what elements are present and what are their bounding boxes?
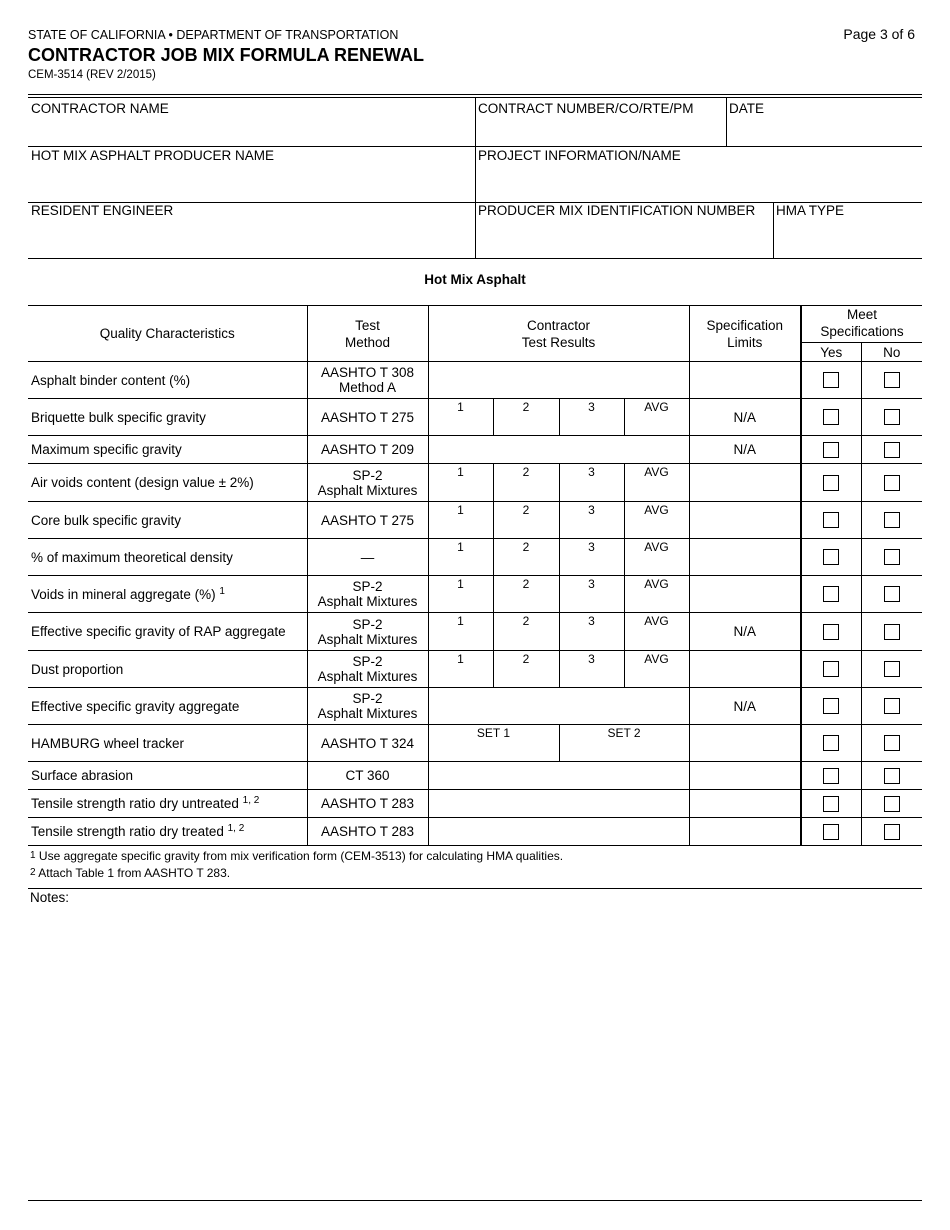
trial-2-cell[interactable]: 2 xyxy=(493,613,559,651)
test-method: AASHTO T 275 xyxy=(307,399,428,436)
spec-limits[interactable] xyxy=(689,502,801,539)
producer-mix-id-field[interactable]: PRODUCER MIX IDENTIFICATION NUMBER xyxy=(478,203,756,218)
trial-2-cell[interactable]: 2 xyxy=(493,399,559,436)
trial-avg-cell[interactable]: AVG xyxy=(624,502,689,539)
test-method: AASHTO T 283 xyxy=(307,818,428,846)
table-row xyxy=(28,613,922,651)
trial-1-cell[interactable]: 1 xyxy=(428,651,493,688)
field-column-divider xyxy=(475,97,476,258)
section-title: Hot Mix Asphalt xyxy=(424,272,526,287)
page-indicator: Page 3 of 6 xyxy=(843,26,915,42)
yes-checkbox[interactable] xyxy=(823,549,839,565)
hma-quality-table xyxy=(28,305,922,846)
bottom-rule xyxy=(28,1200,922,1201)
quality-name: Effective specific gravity of RAP aggregate xyxy=(28,613,307,651)
table-row xyxy=(28,502,922,539)
quality-name: Tensile strength ratio dry untreated $^{1, 2}$ xyxy=(28,790,307,818)
table-row xyxy=(28,688,922,725)
no-checkbox[interactable] xyxy=(884,442,900,458)
table-row xyxy=(28,362,922,399)
form-number: CEM-3514 (REV 2/2015) xyxy=(28,69,156,81)
footnote-2: $^2$ Attach Table 1 from AASHTO T 283. xyxy=(30,866,231,880)
table-row xyxy=(28,539,922,576)
hma-producer-field[interactable]: HOT MIX ASPHALT PRODUCER NAME xyxy=(31,148,275,163)
no-checkbox[interactable] xyxy=(884,409,900,425)
table-row xyxy=(28,651,922,688)
table-row xyxy=(28,790,922,818)
field-column-divider xyxy=(726,97,727,146)
no-checkbox[interactable] xyxy=(884,735,900,751)
yes-checkbox[interactable] xyxy=(823,372,839,388)
yes-checkbox[interactable] xyxy=(823,624,839,640)
quality-name: Air voids content (design value ± 2%) xyxy=(28,464,307,502)
results-cell[interactable] xyxy=(428,790,689,818)
resident-engineer-field[interactable]: RESIDENT ENGINEER xyxy=(31,203,174,218)
trial-1-cell[interactable]: 1 xyxy=(428,613,493,651)
quality-name: Maximum specific gravity xyxy=(28,436,307,464)
trial-3-cell[interactable]: 3 xyxy=(559,613,624,651)
contract-number-field[interactable]: CONTRACT NUMBER/CO/RTE/PM xyxy=(478,101,694,116)
trial-1-cell[interactable]: 1 xyxy=(428,399,493,436)
header-quality: Quality Characteristics xyxy=(28,306,307,362)
date-field[interactable]: DATE xyxy=(729,101,765,116)
yes-checkbox[interactable] xyxy=(823,796,839,812)
field-column-divider xyxy=(773,202,774,258)
results-cell[interactable] xyxy=(428,688,689,725)
results-cell[interactable] xyxy=(428,362,689,399)
yes-checkbox[interactable] xyxy=(823,442,839,458)
trial-1-cell[interactable]: 1 xyxy=(428,539,493,576)
trial-avg-cell[interactable]: AVG xyxy=(624,651,689,688)
yes-checkbox[interactable] xyxy=(823,698,839,714)
trial-2-cell[interactable]: 2 xyxy=(493,502,559,539)
form-title: CONTRACTOR JOB MIX FORMULA RENEWAL xyxy=(28,45,424,65)
header-yes: Yes xyxy=(801,343,861,362)
test-method: AASHTO T 209 xyxy=(307,436,428,464)
footnote-ref: 1, 2 xyxy=(227,823,245,834)
header-test-method: Test Method xyxy=(307,306,428,362)
spec-limits[interactable] xyxy=(689,464,801,502)
yes-checkbox[interactable] xyxy=(823,824,839,840)
spec-limits[interactable] xyxy=(689,576,801,613)
no-checkbox[interactable] xyxy=(884,586,900,602)
table-row xyxy=(28,399,922,436)
yes-checkbox[interactable] xyxy=(823,512,839,528)
results-cell[interactable] xyxy=(428,762,689,790)
spec-limits[interactable]: N/A xyxy=(689,399,801,436)
spec-limits[interactable]: N/A xyxy=(689,613,801,651)
header-test-results: Contractor Test Results xyxy=(428,306,689,362)
spec-limits[interactable]: N/A xyxy=(689,436,801,464)
trial-avg-cell[interactable]: AVG xyxy=(624,539,689,576)
quality-name: Tensile strength ratio dry treated $^{1, 2}$ xyxy=(28,818,307,846)
trial-2-cell[interactable]: 2 xyxy=(493,539,559,576)
quality-name: Asphalt binder content (%) xyxy=(28,362,307,399)
trial-3-cell[interactable]: 3 xyxy=(559,502,624,539)
trial-2-cell[interactable]: 2 xyxy=(493,651,559,688)
trial-2-cell[interactable]: 2 xyxy=(493,576,559,613)
trial-3-cell[interactable]: 3 xyxy=(559,399,624,436)
yes-checkbox[interactable] xyxy=(823,661,839,677)
quality-name: Briquette bulk specific gravity xyxy=(28,399,307,436)
quality-name: Core bulk specific gravity xyxy=(28,502,307,539)
table-row xyxy=(28,576,922,613)
contractor-name-field[interactable]: CONTRACTOR NAME xyxy=(31,101,169,116)
test-method: SP-2 Asphalt Mixtures xyxy=(307,613,428,651)
no-checkbox[interactable] xyxy=(884,661,900,677)
notes-divider xyxy=(28,888,922,889)
spec-limits[interactable] xyxy=(689,790,801,818)
spec-limits[interactable] xyxy=(689,651,801,688)
test-method: SP-2 Asphalt Mixtures xyxy=(307,651,428,688)
trial-3-cell[interactable]: 3 xyxy=(559,651,624,688)
table-row xyxy=(28,818,922,846)
test-method: SP-2 Asphalt Mixtures xyxy=(307,688,428,725)
yes-checkbox[interactable] xyxy=(823,475,839,491)
test-method: AASHTO T 308 Method A xyxy=(307,362,428,399)
footnote-1: $^1$ Use aggregate specific gravity from mix verification form (CEM-3513) for calculating HMA qualities. xyxy=(30,849,564,863)
spec-limits[interactable] xyxy=(689,762,801,790)
test-method: — xyxy=(307,539,428,576)
no-checkbox[interactable] xyxy=(884,698,900,714)
table-row xyxy=(28,436,922,464)
table-row xyxy=(28,725,922,762)
header-no: No xyxy=(861,343,922,362)
no-checkbox[interactable] xyxy=(884,824,900,840)
agency-name: STATE OF CALIFORNIA • DEPARTMENT OF TRANSPORTATION xyxy=(28,28,399,42)
test-method: CT 360 xyxy=(307,762,428,790)
set-2-cell[interactable]: SET 2 xyxy=(559,725,689,762)
table-row xyxy=(28,464,922,502)
no-checkbox[interactable] xyxy=(884,475,900,491)
yes-checkbox[interactable] xyxy=(823,409,839,425)
spec-limits[interactable]: N/A xyxy=(689,688,801,725)
set-1-cell[interactable]: SET 1 xyxy=(428,725,559,762)
quality-name: Effective specific gravity aggregate xyxy=(28,688,307,725)
hma-type-field[interactable]: HMA TYPE xyxy=(776,203,845,218)
yes-checkbox[interactable] xyxy=(823,586,839,602)
quality-name: HAMBURG wheel tracker xyxy=(28,725,307,762)
test-method: SP-2 Asphalt Mixtures xyxy=(307,464,428,502)
no-checkbox[interactable] xyxy=(884,549,900,565)
field-divider xyxy=(28,258,922,259)
test-method: AASHTO T 283 xyxy=(307,790,428,818)
no-checkbox[interactable] xyxy=(884,796,900,812)
trial-avg-cell[interactable]: AVG xyxy=(624,464,689,502)
yes-checkbox[interactable] xyxy=(823,735,839,751)
results-cell[interactable] xyxy=(428,436,689,464)
spec-limits[interactable] xyxy=(689,725,801,762)
trial-3-cell[interactable]: 3 xyxy=(559,576,624,613)
trial-1-cell[interactable]: 1 xyxy=(428,502,493,539)
no-checkbox[interactable] xyxy=(884,512,900,528)
header-spec-limits: Specification Limits xyxy=(689,306,801,362)
quality-name: % of maximum theoretical density xyxy=(28,539,307,576)
header-rule xyxy=(28,94,922,95)
header-meet-spec: Meet Specifications xyxy=(801,306,922,343)
footnote-ref: 1, 2 xyxy=(242,795,260,806)
table-row xyxy=(28,762,922,790)
test-method: AASHTO T 324 xyxy=(307,725,428,762)
trial-avg-cell[interactable]: AVG xyxy=(624,399,689,436)
footnote-ref: 1 xyxy=(219,585,225,597)
trial-2-cell[interactable]: 2 xyxy=(493,464,559,502)
no-checkbox[interactable] xyxy=(884,624,900,640)
yes-checkbox[interactable] xyxy=(823,768,839,784)
spec-limits[interactable] xyxy=(689,539,801,576)
spec-limits[interactable] xyxy=(689,818,801,846)
trial-1-cell[interactable]: 1 xyxy=(428,464,493,502)
no-checkbox[interactable] xyxy=(884,768,900,784)
quality-name: Surface abrasion xyxy=(28,762,307,790)
no-checkbox[interactable] xyxy=(884,372,900,388)
trial-3-cell[interactable]: 3 xyxy=(559,464,624,502)
project-info-field[interactable]: PROJECT INFORMATION/NAME xyxy=(478,148,681,163)
trial-1-cell[interactable]: 1 xyxy=(428,576,493,613)
notes-field[interactable]: Notes: xyxy=(30,890,70,905)
spec-limits[interactable] xyxy=(689,362,801,399)
test-method: AASHTO T 275 xyxy=(307,502,428,539)
trial-avg-cell[interactable]: AVG xyxy=(624,576,689,613)
quality-name: Dust proportion xyxy=(28,651,307,688)
quality-name: Voids in mineral aggregate (%) $^1$ xyxy=(28,576,307,613)
test-method: SP-2 Asphalt Mixtures xyxy=(307,576,428,613)
trial-avg-cell[interactable]: AVG xyxy=(624,613,689,651)
trial-3-cell[interactable]: 3 xyxy=(559,539,624,576)
results-cell[interactable] xyxy=(428,818,689,846)
